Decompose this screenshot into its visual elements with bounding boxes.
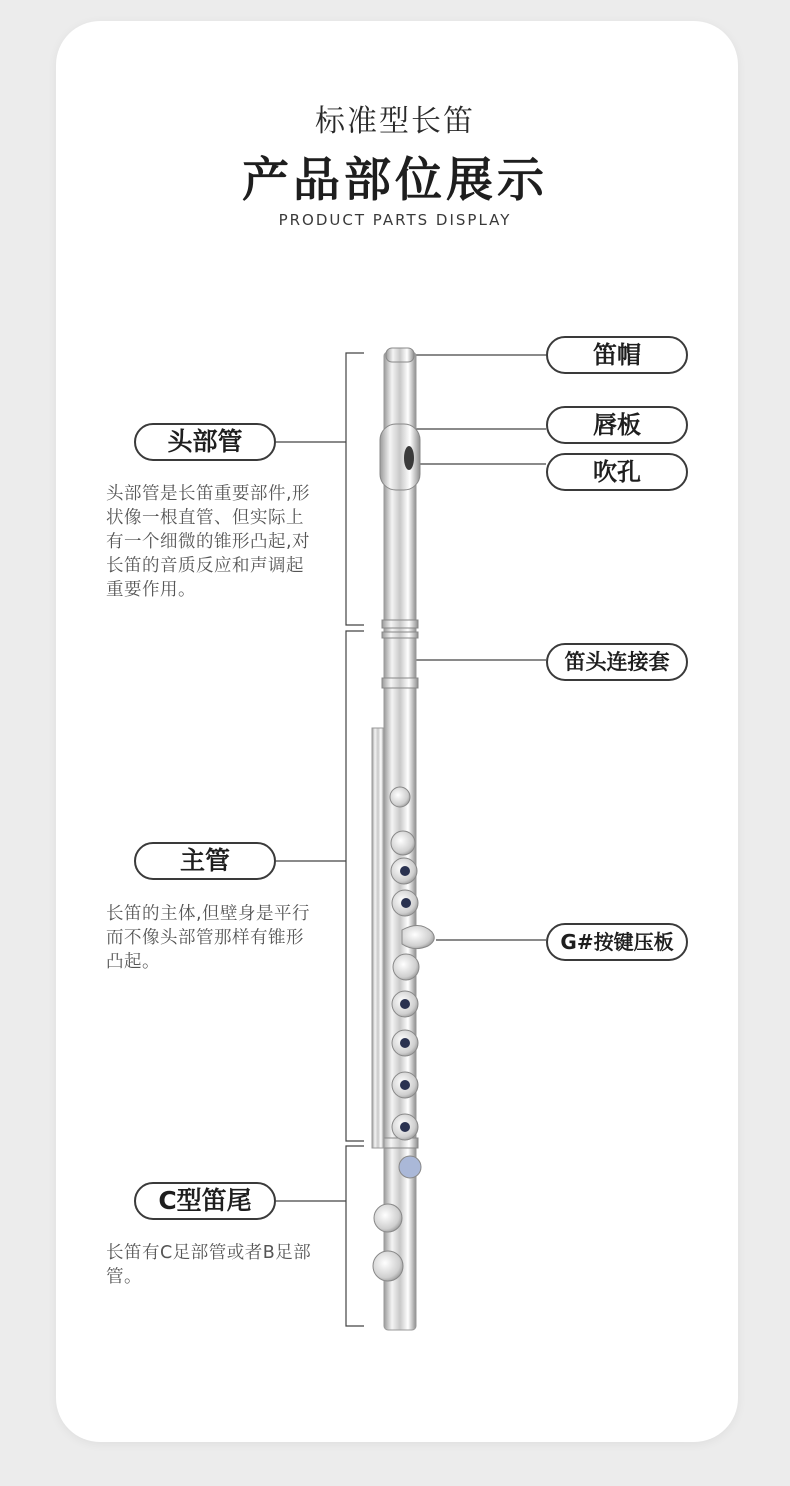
page-title: 产品部位展示	[242, 153, 548, 208]
label-cap: 笛帽	[546, 336, 688, 374]
lip-plate	[380, 424, 420, 490]
label-gsharp: G#按键压板	[546, 923, 688, 961]
desc-head-joint: 头部管是长笛重要部件,形状像一根直管、但实际上有一个细微的锥形凸起,对长笛的音质反应和声调起重要作用。	[106, 484, 311, 600]
product-subtitle: 标准型长笛	[315, 104, 475, 139]
desc-body: 长笛的主体,但壁身是平行而不像头部管那样有锥形凸起。	[106, 904, 311, 972]
label-head-joint: 头部管	[134, 423, 276, 461]
label-tenon: 笛头连接套	[546, 643, 688, 681]
page-title-english: PRODUCT PARTS DISPLAY	[278, 211, 512, 229]
label-foot-joint: C型笛尾	[134, 1182, 276, 1220]
gsharp-lever	[402, 925, 434, 948]
embouchure-hole	[404, 446, 414, 470]
flute-cap	[386, 348, 414, 362]
label-body: 主管	[134, 842, 276, 880]
label-lip-plate: 唇板	[546, 406, 688, 444]
label-embouchure: 吹孔	[546, 453, 688, 491]
desc-foot-joint: 长笛有C足部管或者B足部管。	[106, 1243, 312, 1287]
